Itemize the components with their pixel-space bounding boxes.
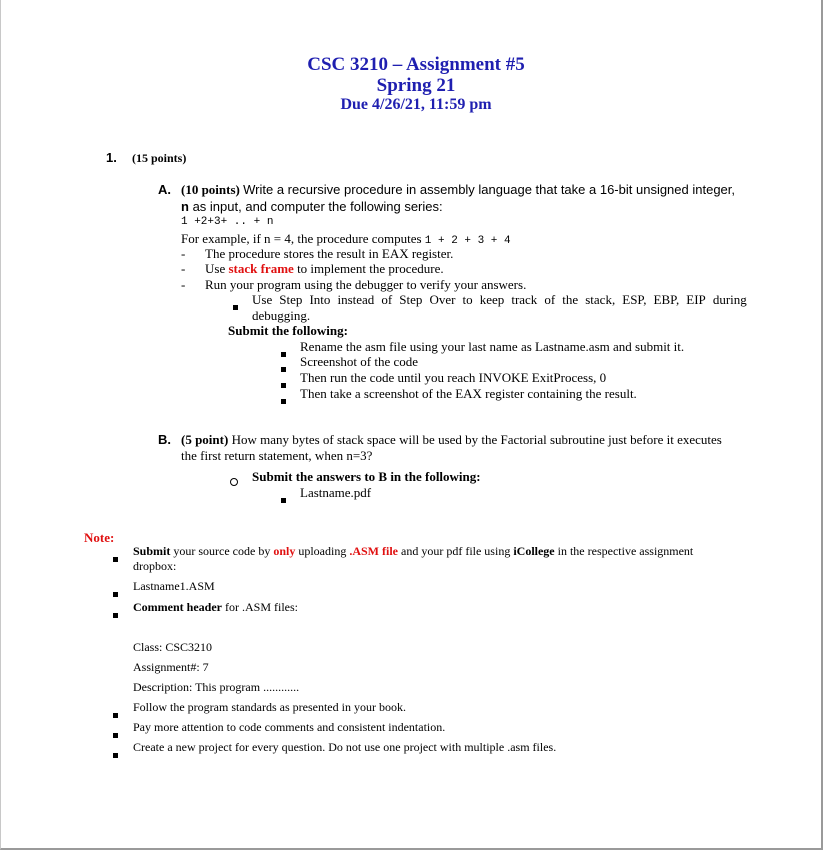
bullet-square [113, 745, 118, 763]
due-date: Due 4/26/21, 11:59 pm [340, 96, 492, 113]
part-a-points: (10 points) [181, 182, 240, 197]
bullet-square [113, 584, 118, 602]
note-item-2: Lastname1.ASM [133, 579, 215, 593]
submit-item-1: Rename the asm file using your last name as Lastname.asm and submit it. [300, 339, 685, 354]
part-b-line1: (5 point) How many bytes of stack space will be used by the Factorial subroutine just before it executes [181, 432, 722, 447]
part-a-label: A. [158, 182, 171, 197]
note-item-1: Submit your source code by only uploading .ASM file and your pdf file using iCollege in the respective assignment [133, 544, 694, 558]
comment-header-class: Class: CSC3210 [133, 640, 213, 654]
part-b-points: (5 point) [181, 432, 229, 447]
part-a-text1: Write a recursive procedure in assembly language that take a 16-bit unsigned integer, [243, 182, 736, 197]
debug-tip-line2: debugging. [252, 308, 311, 323]
submit-item-b: Lastname.pdf [300, 485, 372, 500]
stack-frame-highlight: stack frame [228, 261, 294, 276]
dash-marker: - [181, 261, 186, 276]
submit-heading-a: Submit the following: [228, 323, 348, 338]
part-a-n: n [181, 199, 189, 214]
example-code: 1 + 2 + 3 + 4 [424, 235, 511, 247]
submit-item-2: Screenshot of the code [300, 354, 419, 369]
bullet-square [113, 605, 118, 623]
dash-item-3: Run your program using the debugger to verify your answers. [205, 277, 527, 292]
comment-header-description: Description: This program ............ [133, 680, 300, 694]
bullet-square [281, 391, 286, 409]
submit-item-4: Then take a screenshot of the EAX register containing the result. [300, 386, 637, 401]
part-a-line2 [181, 199, 443, 214]
bullet-square [113, 725, 118, 743]
part-b-line2: the first return statement, when n=3? [181, 448, 373, 463]
dash-marker: - [181, 277, 186, 292]
bullet-square [113, 549, 118, 567]
note-item-4: Follow the program standards as presented in your book. [133, 700, 406, 714]
assignment-title: CSC 3210 – Assignment #5 [307, 54, 525, 75]
comment-header-assignment: Assignment#: 7 [133, 660, 209, 674]
term-title: Spring 21 [376, 75, 456, 96]
example-line [181, 231, 511, 247]
dash-marker: - [181, 246, 186, 261]
bullet-circle [230, 473, 238, 491]
series-code: 1 +2+3+ .. + n [181, 216, 274, 228]
bullet-square [233, 297, 238, 315]
note-item-5: Pay more attention to code comments and consistent indentation. [133, 720, 446, 734]
question-number: 1. [106, 150, 117, 165]
submit-heading-b: Submit the answers to B in the following: [252, 469, 481, 484]
part-b-label: B. [158, 432, 171, 447]
part-a-text2: as input, and computer the following series: [192, 199, 443, 214]
note-item-6: Create a new project for every question. Do not use one project with multiple .asm files. [133, 740, 557, 754]
note-item-3: Comment header for .ASM files: [133, 600, 298, 614]
dash-item-1: The procedure stores the result in EAX register. [205, 246, 454, 261]
bullet-square [113, 705, 118, 723]
example-text: For example, if n = 4, the procedure computes [181, 231, 422, 246]
submit-item-3: Then run the code until you reach INVOKE ExitProcess, 0 [300, 370, 607, 385]
dash-item-2: Use stack frame to implement the procedure. [205, 261, 444, 276]
note-label: Note: [84, 530, 115, 545]
part-a-line1 [181, 182, 735, 198]
note-item-1-line2: dropbox: [133, 559, 177, 573]
debug-tip-line1: Use Step Into instead of Step Over to keep track of the stack, ESP, EBP, EIP during [252, 292, 747, 307]
question-points: (15 points) [132, 151, 187, 165]
bullet-square [281, 490, 286, 508]
